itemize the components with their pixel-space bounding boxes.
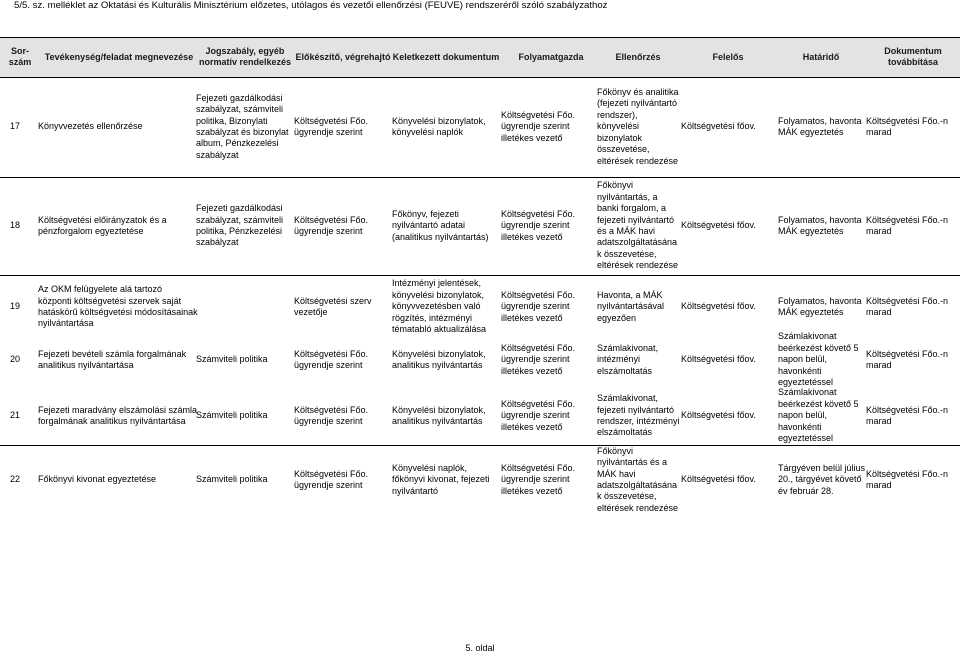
header-dokumentum: Dokumentum továbbítása [884, 46, 942, 67]
header-hatarido: Határidő [802, 51, 840, 62]
document-caption: 5/5. sz. melléklet az Oktatási és Kulturális Minisztérium előzetes, utólagos és vezetői ellenőrzési (FEUVE) rendszeréről szóló szabályzathoz [14, 0, 608, 11]
executor-cell-text: Költségvetési Főo. ügyrendje szerint [294, 404, 369, 426]
forward-cell-text: Költségvetési Főo.-n marad [866, 214, 949, 236]
forward-cell-text: Költségvetési Főo.-n marad [866, 115, 949, 137]
forward-cell [866, 338, 960, 382]
law-cell [196, 181, 296, 271]
header-keletkezett: Keletkezett dokumentum [392, 51, 500, 62]
task-cell [38, 450, 198, 510]
row-number [10, 84, 34, 170]
header-tevekenyseg: Tevékenység/feladat megnevezése [44, 51, 194, 62]
deadline-cell-text: Számlakivonat beérkezést követő 5 napon belül, havonkénti egyeztetéssel [778, 331, 859, 388]
law-cell-text: Számviteli politika [196, 410, 268, 421]
task-cell-text: Fejezeti bevételi számla forgalmának analitikus nyilvántartása [38, 348, 187, 370]
control-cell-text: Főkönyv és analitika (fejezeti nyilvántartó rendszer), könyvelési bizonylatok összevetése, eltérések rendezése [597, 87, 679, 166]
executor-cell-text: Költségvetési Főo. ügyrendje szerint [294, 115, 369, 137]
forward-cell [866, 84, 960, 170]
law-cell [196, 388, 296, 444]
deadline-cell [778, 331, 868, 388]
executor-cell [294, 338, 390, 382]
control-cell [597, 84, 683, 170]
header-folyamatgazda: Folyamatgazda [518, 51, 584, 62]
deadline-cell-text: Folyamatos, havonta MÁK egyeztetés [778, 214, 862, 236]
row-number [10, 181, 34, 271]
owner-cell-text: Költségvetési Főo. ügyrendje szerint illetékes vezető [501, 342, 576, 376]
header-bottom-rule [0, 77, 960, 78]
owner-cell [501, 84, 595, 170]
forward-cell-text: Költségvetési Főo.-n marad [866, 468, 949, 490]
document-cell [392, 450, 502, 510]
executor-cell [294, 181, 390, 271]
forward-cell [866, 279, 960, 335]
control-cell [597, 338, 683, 382]
executor-cell-text: Költségvetési Főo. ügyrendje szerint [294, 468, 369, 490]
owner-cell [501, 279, 595, 335]
owner-cell-text: Költségvetési Főo. ügyrendje szerint illetékes vezető [501, 398, 576, 432]
law-cell [196, 279, 296, 335]
responsible-cell [681, 84, 777, 170]
executor-cell [294, 388, 390, 444]
row-number-text: 19 [10, 301, 21, 312]
document-cell-text: Könyvelési bizonylatok, analitikus nyilvántartás [392, 404, 486, 426]
executor-cell-text: Költségvetési szerv vezetője [294, 295, 372, 317]
deadline-cell [778, 181, 868, 271]
responsible-cell [681, 450, 777, 510]
control-cell-text: Számlakivonat, intézményi elszámoltatás [597, 342, 659, 376]
task-cell-text: Az OKM felügyelete alá tartozó központi költségvetési szervek saját hatáskörű költségvetési módosításainak nyilvántartása [38, 284, 198, 329]
header-felelos: Felelős [712, 51, 744, 62]
row-number [10, 450, 34, 510]
owner-cell-text: Költségvetési Főo. ügyrendje szerint illetékes vezető [501, 109, 576, 143]
task-cell-text: Költségvetési előirányzatok és a pénzforgalom egyeztetése [38, 214, 167, 236]
document-cell [392, 84, 502, 170]
row-number-text: 21 [10, 410, 21, 421]
control-cell [597, 181, 683, 271]
task-cell [38, 84, 198, 170]
responsible-cell-text: Költségvetési főov. [681, 474, 756, 485]
control-cell [597, 388, 683, 444]
law-cell [196, 338, 296, 382]
document-cell-text: Intézményi jelentések, könyvelési bizonylatok, könyvvezetésben való rögzítés, intézményi tématabló aktualizálása [392, 278, 487, 335]
forward-cell [866, 181, 960, 271]
document-cell [392, 338, 502, 382]
owner-cell-text: Költségvetési Főo. ügyrendje szerint illetékes vezető [501, 462, 576, 496]
control-cell-text: Havonta, a MÁK nyilvántartásával egyezően [597, 289, 665, 323]
owner-cell [501, 388, 595, 444]
forward-cell [866, 450, 960, 510]
executor-cell [294, 279, 390, 335]
control-cell-text: Főkönyvi nyilvántartás és a MÁK havi adatszolgáltatásána k összevetése, eltérések rendezése [597, 445, 679, 513]
row-rule [0, 177, 960, 178]
row-number-text: 22 [10, 474, 21, 485]
document-cell [392, 388, 502, 444]
deadline-cell [778, 388, 868, 444]
document-cell-text: Könyvelési naplók, főkönyvi kivonat, fejezeti nyilvántartó [392, 462, 490, 496]
executor-cell [294, 84, 390, 170]
deadline-cell-text: Számlakivonat beérkezést követő 5 napon belül, havonkénti egyeztetéssel [778, 387, 859, 444]
header-ellenorzes: Ellenőrzés [615, 51, 661, 62]
row-rule [0, 445, 960, 446]
responsible-cell-text: Költségvetési főov. [681, 410, 756, 421]
forward-cell-text: Költségvetési Főo.-n marad [866, 404, 949, 426]
responsible-cell-text: Költségvetési főov. [681, 121, 756, 132]
owner-cell [501, 450, 595, 510]
law-cell [196, 450, 296, 510]
deadline-cell [778, 450, 868, 510]
forward-cell-text: Költségvetési Főo.-n marad [866, 348, 949, 370]
task-cell-text: Könyvvezetés ellenőrzése [38, 121, 143, 132]
header-elokeszito: Előkészítő, végrehajtó [295, 51, 391, 62]
law-cell-text: Számviteli politika [196, 474, 268, 485]
header-jogszabaly: Jogszabály, egyéb normatív rendelkezés [198, 46, 292, 67]
task-cell [38, 338, 198, 382]
document-cell-text: Könyvelési bizonylatok, könyvelési naplók [392, 115, 486, 137]
control-cell [597, 279, 683, 335]
forward-cell [866, 388, 960, 444]
task-cell-text: Főkönyvi kivonat egyeztetése [38, 474, 157, 485]
executor-cell [294, 450, 390, 510]
forward-cell-text: Költségvetési Főo.-n marad [866, 295, 949, 317]
header-sorszam: Sor- szám [8, 46, 32, 67]
deadline-cell [778, 279, 868, 335]
control-cell [597, 445, 683, 513]
deadline-cell [778, 84, 868, 170]
owner-cell [501, 338, 595, 382]
deadline-cell-text: Folyamatos, havonta MÁK egyeztetés [778, 295, 862, 317]
row-number [10, 388, 34, 444]
responsible-cell [681, 388, 777, 444]
document-cell-text: Főkönyv, fejezeti nyilvántartó adatai (analitikus nyilvántartás) [392, 208, 489, 242]
task-cell [38, 279, 198, 335]
document-cell-text: Könyvelési bizonylatok, analitikus nyilvántartás [392, 348, 486, 370]
executor-cell-text: Költségvetési Főo. ügyrendje szerint [294, 214, 369, 236]
owner-cell-text: Költségvetési Főo. ügyrendje szerint illetékes vezető [501, 289, 576, 323]
responsible-cell-text: Költségvetési főov. [681, 301, 756, 312]
responsible-cell-text: Költségvetési főov. [681, 354, 756, 365]
row-number-text: 17 [10, 121, 21, 132]
responsible-cell [681, 181, 777, 271]
law-cell-text: Számviteli politika [196, 354, 268, 365]
deadline-cell-text: Folyamatos, havonta MÁK egyeztetés [778, 115, 862, 137]
law-cell [196, 84, 296, 170]
row-number [10, 338, 34, 382]
row-number [10, 279, 34, 335]
row-number-text: 20 [10, 354, 21, 365]
owner-cell [501, 181, 595, 271]
row-rule [0, 275, 960, 276]
control-cell-text: Főkönyvi nyilvántartás, a banki forgalom, a fejezeti nyilvántartó és a MÁK havi adatszolgáltatásána k összevetése, eltérések rendezése [597, 180, 679, 271]
control-cell-text: Számlakivonat, fejezeti nyilvántartó rendszer, intézményi elszámoltatás [597, 393, 680, 438]
law-cell-text: Fejezeti gazdálkodási szabályzat, számviteli politika, Pénzkezelési szabályzat [196, 203, 284, 248]
deadline-cell-text: Tárgyéven belül július 20., tárgyévet követő év február 28. [778, 462, 866, 496]
task-cell [38, 388, 198, 444]
owner-cell-text: Költségvetési Főo. ügyrendje szerint illetékes vezető [501, 208, 576, 242]
document-cell [392, 279, 502, 335]
responsible-cell [681, 338, 777, 382]
document-cell [392, 181, 502, 271]
executor-cell-text: Költségvetési Főo. ügyrendje szerint [294, 348, 369, 370]
task-cell [38, 181, 198, 271]
responsible-cell [681, 279, 777, 335]
row-number-text: 18 [10, 220, 21, 231]
page-number: 5. oldal [465, 643, 495, 653]
task-cell-text: Fejezeti maradvány elszámolási számla forgalmának analitikus nyilvántartása [38, 404, 198, 426]
law-cell-text: Fejezeti gazdálkodási szabályzat, számviteli politika, Bizonylati szabályzat és bizonylat album, Pénzkezelési szabályzat [196, 92, 289, 160]
responsible-cell-text: Költségvetési főov. [681, 220, 756, 231]
